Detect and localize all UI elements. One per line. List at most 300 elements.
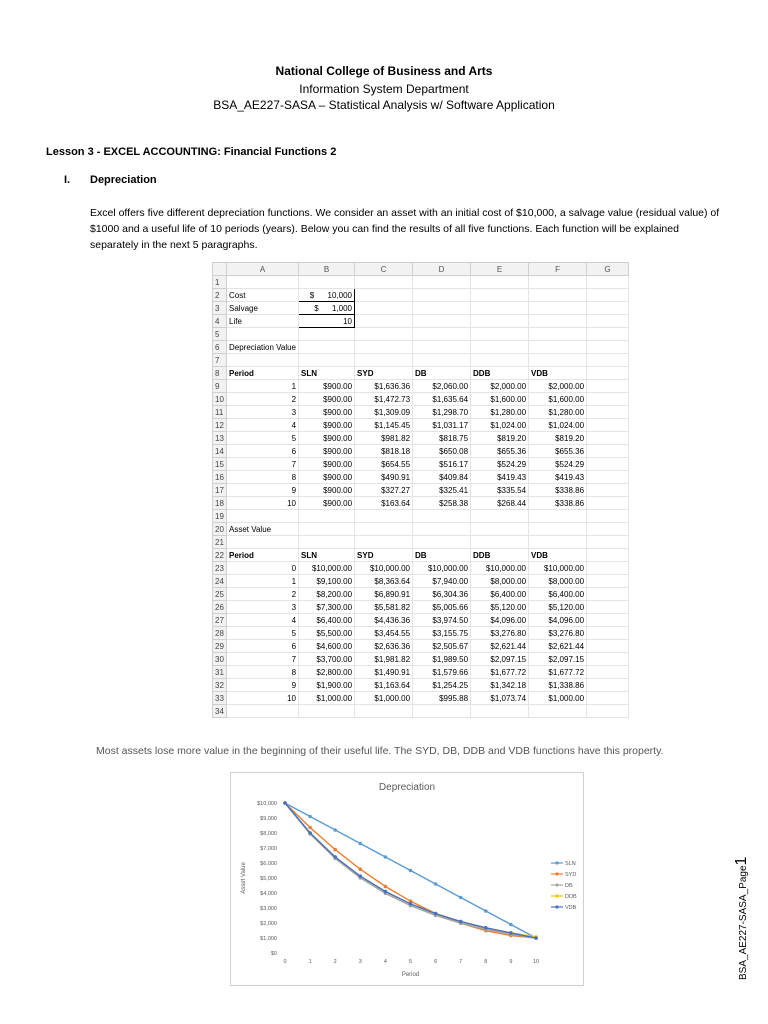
row-header: 9 bbox=[213, 380, 227, 393]
sheet-cell: $2,621.44 bbox=[471, 640, 529, 653]
sheet-cell: $900.00 bbox=[299, 445, 355, 458]
sheet-row bbox=[213, 458, 629, 471]
sheet-cell: $8,200.00 bbox=[299, 588, 355, 601]
data-point-sln bbox=[333, 828, 337, 832]
sheet-cell bbox=[413, 523, 471, 536]
sheet-cell bbox=[227, 328, 299, 341]
sheet-cell: $10,000.00 bbox=[471, 562, 529, 575]
footer-text: BSA_AE227-SASA_Page bbox=[738, 865, 749, 980]
sheet-cell bbox=[587, 289, 629, 302]
sheet-cell: 2 bbox=[227, 393, 299, 406]
sheet-cell: $409.84 bbox=[413, 471, 471, 484]
sheet-cell: $3,454.55 bbox=[355, 627, 413, 640]
sheet-cell: $8,000.00 bbox=[529, 575, 587, 588]
sheet-cell bbox=[529, 276, 587, 289]
data-point-syd bbox=[308, 826, 312, 830]
sheet-cell: SYD bbox=[355, 549, 413, 562]
sheet-row bbox=[213, 393, 629, 406]
sheet-cell bbox=[471, 523, 529, 536]
sheet-cell: $1,338.86 bbox=[529, 679, 587, 692]
sheet-cell bbox=[471, 354, 529, 367]
sheet-cell bbox=[587, 562, 629, 575]
x-tick-label: 6 bbox=[434, 959, 438, 965]
sheet-cell: $1,600.00 bbox=[529, 393, 587, 406]
x-tick-label: 10 bbox=[532, 959, 540, 965]
sheet-cell bbox=[299, 328, 355, 341]
sheet-cell: $6,890.91 bbox=[355, 588, 413, 601]
sheet-cell: $900.00 bbox=[299, 432, 355, 445]
sheet-cell bbox=[587, 484, 629, 497]
row-header: 3 bbox=[213, 302, 227, 315]
sheet-cell: Asset Value bbox=[227, 523, 299, 536]
x-tick-label: 0 bbox=[283, 959, 287, 965]
sheet-cell: $981.82 bbox=[355, 432, 413, 445]
sheet-row bbox=[213, 653, 629, 666]
sheet-cell: $10,000.00 bbox=[413, 562, 471, 575]
sheet-cell: $338.86 bbox=[529, 484, 587, 497]
sheet-cell: $1,490.91 bbox=[355, 666, 413, 679]
sheet-cell: $490.91 bbox=[355, 471, 413, 484]
sheet-cell: $1,981.82 bbox=[355, 653, 413, 666]
sheet-cell: $524.29 bbox=[529, 458, 587, 471]
row-header: 7 bbox=[213, 354, 227, 367]
depreciation-chart bbox=[230, 772, 584, 986]
sheet-cell: $268.44 bbox=[471, 497, 529, 510]
sheet-cell bbox=[355, 705, 413, 718]
sheet-cell: 0 bbox=[227, 562, 299, 575]
sheet-cell: $900.00 bbox=[299, 497, 355, 510]
sheet-cell: $10,000.00 bbox=[355, 562, 413, 575]
sheet-cell: $524.29 bbox=[471, 458, 529, 471]
sheet-cell bbox=[529, 523, 587, 536]
sheet-cell: $900.00 bbox=[299, 406, 355, 419]
column-header: C bbox=[355, 263, 413, 276]
sheet-cell bbox=[587, 276, 629, 289]
sheet-cell bbox=[587, 458, 629, 471]
sheet-cell bbox=[587, 380, 629, 393]
sheet-cell bbox=[355, 341, 413, 354]
sheet-row bbox=[213, 575, 629, 588]
sheet-cell: 9 bbox=[227, 484, 299, 497]
legend-marker-syd bbox=[555, 872, 558, 875]
sheet-cell: $3,276.80 bbox=[529, 627, 587, 640]
row-header: 28 bbox=[213, 627, 227, 640]
legend-marker-vdb bbox=[555, 905, 558, 908]
sheet-cell: $7,940.00 bbox=[413, 575, 471, 588]
legend-label: VDB bbox=[565, 905, 577, 911]
sheet-cell bbox=[471, 705, 529, 718]
sheet-cell bbox=[587, 419, 629, 432]
sheet-cell: $1,579.66 bbox=[413, 666, 471, 679]
sheet-cell: $900.00 bbox=[299, 484, 355, 497]
data-point-vdb bbox=[534, 936, 538, 940]
sheet-cell: $6,400.00 bbox=[299, 614, 355, 627]
sheet-cell bbox=[355, 315, 413, 328]
page-footer bbox=[733, 857, 751, 980]
column-header: F bbox=[529, 263, 587, 276]
row-header: 17 bbox=[213, 484, 227, 497]
spreadsheet-table bbox=[212, 262, 629, 718]
sheet-cell: $4,096.00 bbox=[529, 614, 587, 627]
x-tick-label: 5 bbox=[408, 959, 413, 965]
row-header: 26 bbox=[213, 601, 227, 614]
y-tick-label: $9,000 bbox=[260, 816, 277, 822]
sheet-cell bbox=[413, 276, 471, 289]
sheet-cell: 7 bbox=[227, 458, 299, 471]
x-tick-label: 4 bbox=[383, 959, 387, 965]
column-header: B bbox=[299, 263, 355, 276]
page-number: 1 bbox=[733, 856, 750, 866]
summary-paragraph: Most assets lose more value in the beginning of their useful life. The SYD, DB, DDB and VDB functions have this property. bbox=[96, 745, 664, 757]
sheet-cell bbox=[355, 510, 413, 523]
sheet-cell bbox=[587, 627, 629, 640]
sheet-cell bbox=[355, 302, 413, 315]
sheet-cell: $7,300.00 bbox=[299, 601, 355, 614]
sheet-cell: $4,096.00 bbox=[471, 614, 529, 627]
data-point-vdb bbox=[409, 902, 413, 906]
sheet-cell: $900.00 bbox=[299, 419, 355, 432]
sheet-cell: $1,254.25 bbox=[413, 679, 471, 692]
row-header: 13 bbox=[213, 432, 227, 445]
sheet-cell: $1,031.17 bbox=[413, 419, 471, 432]
data-point-vdb bbox=[509, 931, 513, 935]
row-header: 19 bbox=[213, 510, 227, 523]
sheet-cell bbox=[299, 276, 355, 289]
sheet-cell: $327.27 bbox=[355, 484, 413, 497]
sheet-cell: $163.64 bbox=[355, 497, 413, 510]
row-header: 30 bbox=[213, 653, 227, 666]
sheet-cell: $3,700.00 bbox=[299, 653, 355, 666]
sheet-cell: $516.17 bbox=[413, 458, 471, 471]
sheet-cell: VDB bbox=[529, 549, 587, 562]
sheet-cell: $5,500.00 bbox=[299, 627, 355, 640]
row-header: 6 bbox=[213, 341, 227, 354]
sheet-row bbox=[213, 510, 629, 523]
row-header: 29 bbox=[213, 640, 227, 653]
legend-label: SYD bbox=[565, 872, 577, 878]
sheet-cell: 4 bbox=[227, 419, 299, 432]
sheet-row bbox=[213, 536, 629, 549]
x-tick-label: 2 bbox=[333, 959, 337, 965]
sheet-row bbox=[213, 679, 629, 692]
sheet-cell: 3 bbox=[227, 601, 299, 614]
sheet-row bbox=[213, 276, 629, 289]
sheet-cell bbox=[587, 705, 629, 718]
row-header: 23 bbox=[213, 562, 227, 575]
sheet-row bbox=[213, 432, 629, 445]
row-header: 8 bbox=[213, 367, 227, 380]
sheet-cell bbox=[529, 536, 587, 549]
row-header: 16 bbox=[213, 471, 227, 484]
sheet-cell bbox=[471, 315, 529, 328]
sheet-row bbox=[213, 692, 629, 705]
sheet-cell: $2,621.44 bbox=[529, 640, 587, 653]
data-point-syd bbox=[333, 848, 337, 852]
sheet-row bbox=[213, 302, 629, 315]
y-tick-label: $5,000 bbox=[260, 876, 277, 882]
data-point-vdb bbox=[308, 831, 312, 835]
sheet-cell bbox=[355, 289, 413, 302]
sheet-cell: $655.36 bbox=[471, 445, 529, 458]
intro-paragraph: Excel offers five different depreciation functions. We consider an asset with an initial cost of $10,000, a salvage value (residual value) of $1000 and a useful life of 10 periods (years). Below you can find the results of all five functions. Each function will be explained separately in the next 5 paragraphs. bbox=[90, 207, 720, 251]
sheet-cell: $2,636.36 bbox=[355, 640, 413, 653]
sheet-cell: 5 bbox=[227, 432, 299, 445]
sheet-cell bbox=[529, 302, 587, 315]
x-tick-label: 8 bbox=[484, 959, 488, 965]
sheet-cell: $2,800.00 bbox=[299, 666, 355, 679]
sheet-row bbox=[213, 588, 629, 601]
row-header: 32 bbox=[213, 679, 227, 692]
sheet-row bbox=[213, 562, 629, 575]
sheet-cell: $325.41 bbox=[413, 484, 471, 497]
sheet-cell: $10,000.00 bbox=[529, 562, 587, 575]
row-header: 27 bbox=[213, 614, 227, 627]
sheet-cell bbox=[471, 510, 529, 523]
sheet-cell: $655.36 bbox=[529, 445, 587, 458]
row-header: 15 bbox=[213, 458, 227, 471]
legend-label: DB bbox=[565, 883, 573, 889]
sheet-cell: $2,000.00 bbox=[529, 380, 587, 393]
sheet-cell bbox=[299, 354, 355, 367]
sheet-cell: $9,100.00 bbox=[299, 575, 355, 588]
sheet-cell: $419.43 bbox=[471, 471, 529, 484]
legend-label: DDB bbox=[565, 894, 577, 900]
sheet-cell: 2 bbox=[227, 588, 299, 601]
column-header: D bbox=[413, 263, 471, 276]
sheet-cell bbox=[529, 289, 587, 302]
department-name: Information System Department bbox=[299, 82, 469, 96]
sheet-cell: $1,298.70 bbox=[413, 406, 471, 419]
sheet-cell: 8 bbox=[227, 666, 299, 679]
row-header: 24 bbox=[213, 575, 227, 588]
sheet-cell bbox=[587, 692, 629, 705]
x-tick-label: 7 bbox=[459, 959, 463, 965]
sheet-cell: $2,097.15 bbox=[471, 653, 529, 666]
sheet-cell: $3,155.75 bbox=[413, 627, 471, 640]
sheet-cell: $819.20 bbox=[471, 432, 529, 445]
sheet-cell: $8,363.64 bbox=[355, 575, 413, 588]
sheet-cell: SLN bbox=[299, 549, 355, 562]
x-tick-label: 3 bbox=[358, 959, 362, 965]
sheet-cell bbox=[587, 601, 629, 614]
sheet-cell: VDB bbox=[529, 367, 587, 380]
sheet-cell: $2,000.00 bbox=[471, 380, 529, 393]
sheet-cell: $1,000.00 bbox=[529, 692, 587, 705]
sheet-cell bbox=[471, 302, 529, 315]
sheet-cell: $2,060.00 bbox=[413, 380, 471, 393]
row-header: 22 bbox=[213, 549, 227, 562]
sheet-cell: $654.55 bbox=[355, 458, 413, 471]
sheet-row bbox=[213, 484, 629, 497]
sheet-cell bbox=[299, 705, 355, 718]
row-header: 34 bbox=[213, 705, 227, 718]
sheet-cell bbox=[413, 510, 471, 523]
sheet-cell: $419.43 bbox=[529, 471, 587, 484]
data-point-sln bbox=[308, 815, 312, 819]
sheet-row bbox=[213, 341, 629, 354]
y-tick-label: $1,000 bbox=[260, 936, 277, 942]
sheet-cell bbox=[587, 679, 629, 692]
sheet-cell bbox=[587, 367, 629, 380]
sheet-cell: $1,000.00 bbox=[355, 692, 413, 705]
sheet-row bbox=[213, 406, 629, 419]
sheet-cell bbox=[227, 354, 299, 367]
sheet-cell bbox=[355, 354, 413, 367]
sheet-cell: Salvage bbox=[227, 302, 299, 315]
sheet-row bbox=[213, 328, 629, 341]
sheet-cell bbox=[299, 536, 355, 549]
sheet-cell: $1,677.72 bbox=[529, 666, 587, 679]
y-tick-label: $4,000 bbox=[260, 891, 277, 897]
sheet-cell bbox=[587, 315, 629, 328]
sheet-cell bbox=[587, 575, 629, 588]
sheet-cell bbox=[587, 640, 629, 653]
sheet-cell: 10 bbox=[299, 315, 355, 328]
sheet-cell: $1,280.00 bbox=[471, 406, 529, 419]
section-number: I. bbox=[64, 174, 71, 186]
sheet-cell: $5,120.00 bbox=[529, 601, 587, 614]
data-point-sln bbox=[509, 923, 513, 927]
y-tick-label: $2,000 bbox=[260, 921, 277, 927]
sheet-cell: $995.88 bbox=[413, 692, 471, 705]
course-title: BSA_AE227-SASA – Statistical Analysis w/ Software Application bbox=[213, 98, 555, 112]
row-header: 18 bbox=[213, 497, 227, 510]
sheet-cell: 1 bbox=[227, 380, 299, 393]
data-point-vdb bbox=[484, 926, 488, 930]
sheet-row bbox=[213, 315, 629, 328]
legend-label: SLN bbox=[565, 861, 576, 867]
sheet-cell: $ 10,000 bbox=[299, 289, 355, 302]
sheet-cell bbox=[299, 341, 355, 354]
sheet-cell bbox=[587, 341, 629, 354]
sheet-cell bbox=[299, 523, 355, 536]
row-header: 1 bbox=[213, 276, 227, 289]
chart-title: Depreciation bbox=[378, 782, 436, 793]
data-point-vdb bbox=[359, 874, 363, 878]
sheet-cell: Period bbox=[227, 367, 299, 380]
sheet-cell bbox=[587, 328, 629, 341]
sheet-cell bbox=[413, 289, 471, 302]
section-title: Depreciation bbox=[90, 174, 157, 186]
sheet-row bbox=[213, 640, 629, 653]
sheet-cell: 3 bbox=[227, 406, 299, 419]
sheet-row bbox=[213, 614, 629, 627]
data-point-syd bbox=[384, 885, 388, 889]
row-header: 21 bbox=[213, 536, 227, 549]
sheet-cell: Life bbox=[227, 315, 299, 328]
data-point-vdb bbox=[384, 890, 388, 894]
row-header: 25 bbox=[213, 588, 227, 601]
sheet-cell bbox=[587, 302, 629, 315]
sheet-cell: $2,505.67 bbox=[413, 640, 471, 653]
sheet-cell: SYD bbox=[355, 367, 413, 380]
sheet-cell: $1,000.00 bbox=[299, 692, 355, 705]
sheet-cell: 10 bbox=[227, 692, 299, 705]
row-header: 10 bbox=[213, 393, 227, 406]
sheet-cell: $6,304.36 bbox=[413, 588, 471, 601]
y-axis-label: Asset Value bbox=[241, 862, 247, 894]
sheet-cell bbox=[413, 315, 471, 328]
sheet-cell: DB bbox=[413, 367, 471, 380]
y-tick-label: $6,000 bbox=[260, 861, 277, 867]
sheet-cell bbox=[529, 705, 587, 718]
sheet-cell bbox=[587, 588, 629, 601]
college-name: National College of Business and Arts bbox=[275, 64, 493, 78]
sheet-cell bbox=[413, 354, 471, 367]
data-point-vdb bbox=[333, 855, 337, 859]
sheet-cell: $650.08 bbox=[413, 445, 471, 458]
column-header: A bbox=[227, 263, 299, 276]
sheet-cell: $1,309.09 bbox=[355, 406, 413, 419]
sheet-row bbox=[213, 289, 629, 302]
row-header: 14 bbox=[213, 445, 227, 458]
sheet-cell bbox=[587, 614, 629, 627]
spreadsheet-screenshot bbox=[212, 262, 629, 718]
sheet-cell bbox=[227, 705, 299, 718]
sheet-cell: Period bbox=[227, 549, 299, 562]
sheet-cell: 6 bbox=[227, 640, 299, 653]
sheet-cell: 5 bbox=[227, 627, 299, 640]
sheet-cell bbox=[529, 354, 587, 367]
sheet-cell bbox=[413, 536, 471, 549]
sheet-cell bbox=[471, 289, 529, 302]
sheet-cell: 6 bbox=[227, 445, 299, 458]
sheet-cell bbox=[413, 705, 471, 718]
sheet-row bbox=[213, 380, 629, 393]
sheet-cell bbox=[587, 536, 629, 549]
data-point-vdb bbox=[434, 912, 438, 916]
data-point-sln bbox=[409, 869, 413, 873]
sheet-cell bbox=[587, 549, 629, 562]
data-point-sln bbox=[459, 896, 463, 900]
x-axis-label: Period bbox=[401, 972, 420, 978]
sheet-cell bbox=[355, 276, 413, 289]
data-point-sln bbox=[384, 855, 388, 859]
sheet-cell: 10 bbox=[227, 497, 299, 510]
sheet-cell: $1,280.00 bbox=[529, 406, 587, 419]
sheet-cell: $ 1,000 bbox=[299, 302, 355, 315]
data-point-vdb bbox=[283, 801, 287, 805]
column-header: G bbox=[587, 263, 629, 276]
row-header: 11 bbox=[213, 406, 227, 419]
sheet-row bbox=[213, 471, 629, 484]
lesson-title: Lesson 3 - EXCEL ACCOUNTING: Financial Functions 2 bbox=[46, 146, 337, 158]
sheet-cell: 7 bbox=[227, 653, 299, 666]
sheet-cell: $1,635.64 bbox=[413, 393, 471, 406]
column-header-row bbox=[213, 263, 629, 276]
row-header: 5 bbox=[213, 328, 227, 341]
row-header: 12 bbox=[213, 419, 227, 432]
corner-cell bbox=[213, 263, 227, 276]
sheet-cell: 9 bbox=[227, 679, 299, 692]
sheet-cell: $335.54 bbox=[471, 484, 529, 497]
sheet-cell bbox=[587, 432, 629, 445]
sheet-cell: $1,342.18 bbox=[471, 679, 529, 692]
sheet-row bbox=[213, 523, 629, 536]
sheet-cell: $3,974.50 bbox=[413, 614, 471, 627]
row-header: 33 bbox=[213, 692, 227, 705]
sheet-cell: $1,024.00 bbox=[471, 419, 529, 432]
sheet-cell bbox=[529, 315, 587, 328]
sheet-cell: $900.00 bbox=[299, 380, 355, 393]
column-header: E bbox=[471, 263, 529, 276]
sheet-cell: 8 bbox=[227, 471, 299, 484]
sheet-cell: $1,677.72 bbox=[471, 666, 529, 679]
sheet-cell: $6,400.00 bbox=[529, 588, 587, 601]
sheet-cell: $258.38 bbox=[413, 497, 471, 510]
sheet-cell bbox=[587, 354, 629, 367]
sheet-cell bbox=[587, 406, 629, 419]
